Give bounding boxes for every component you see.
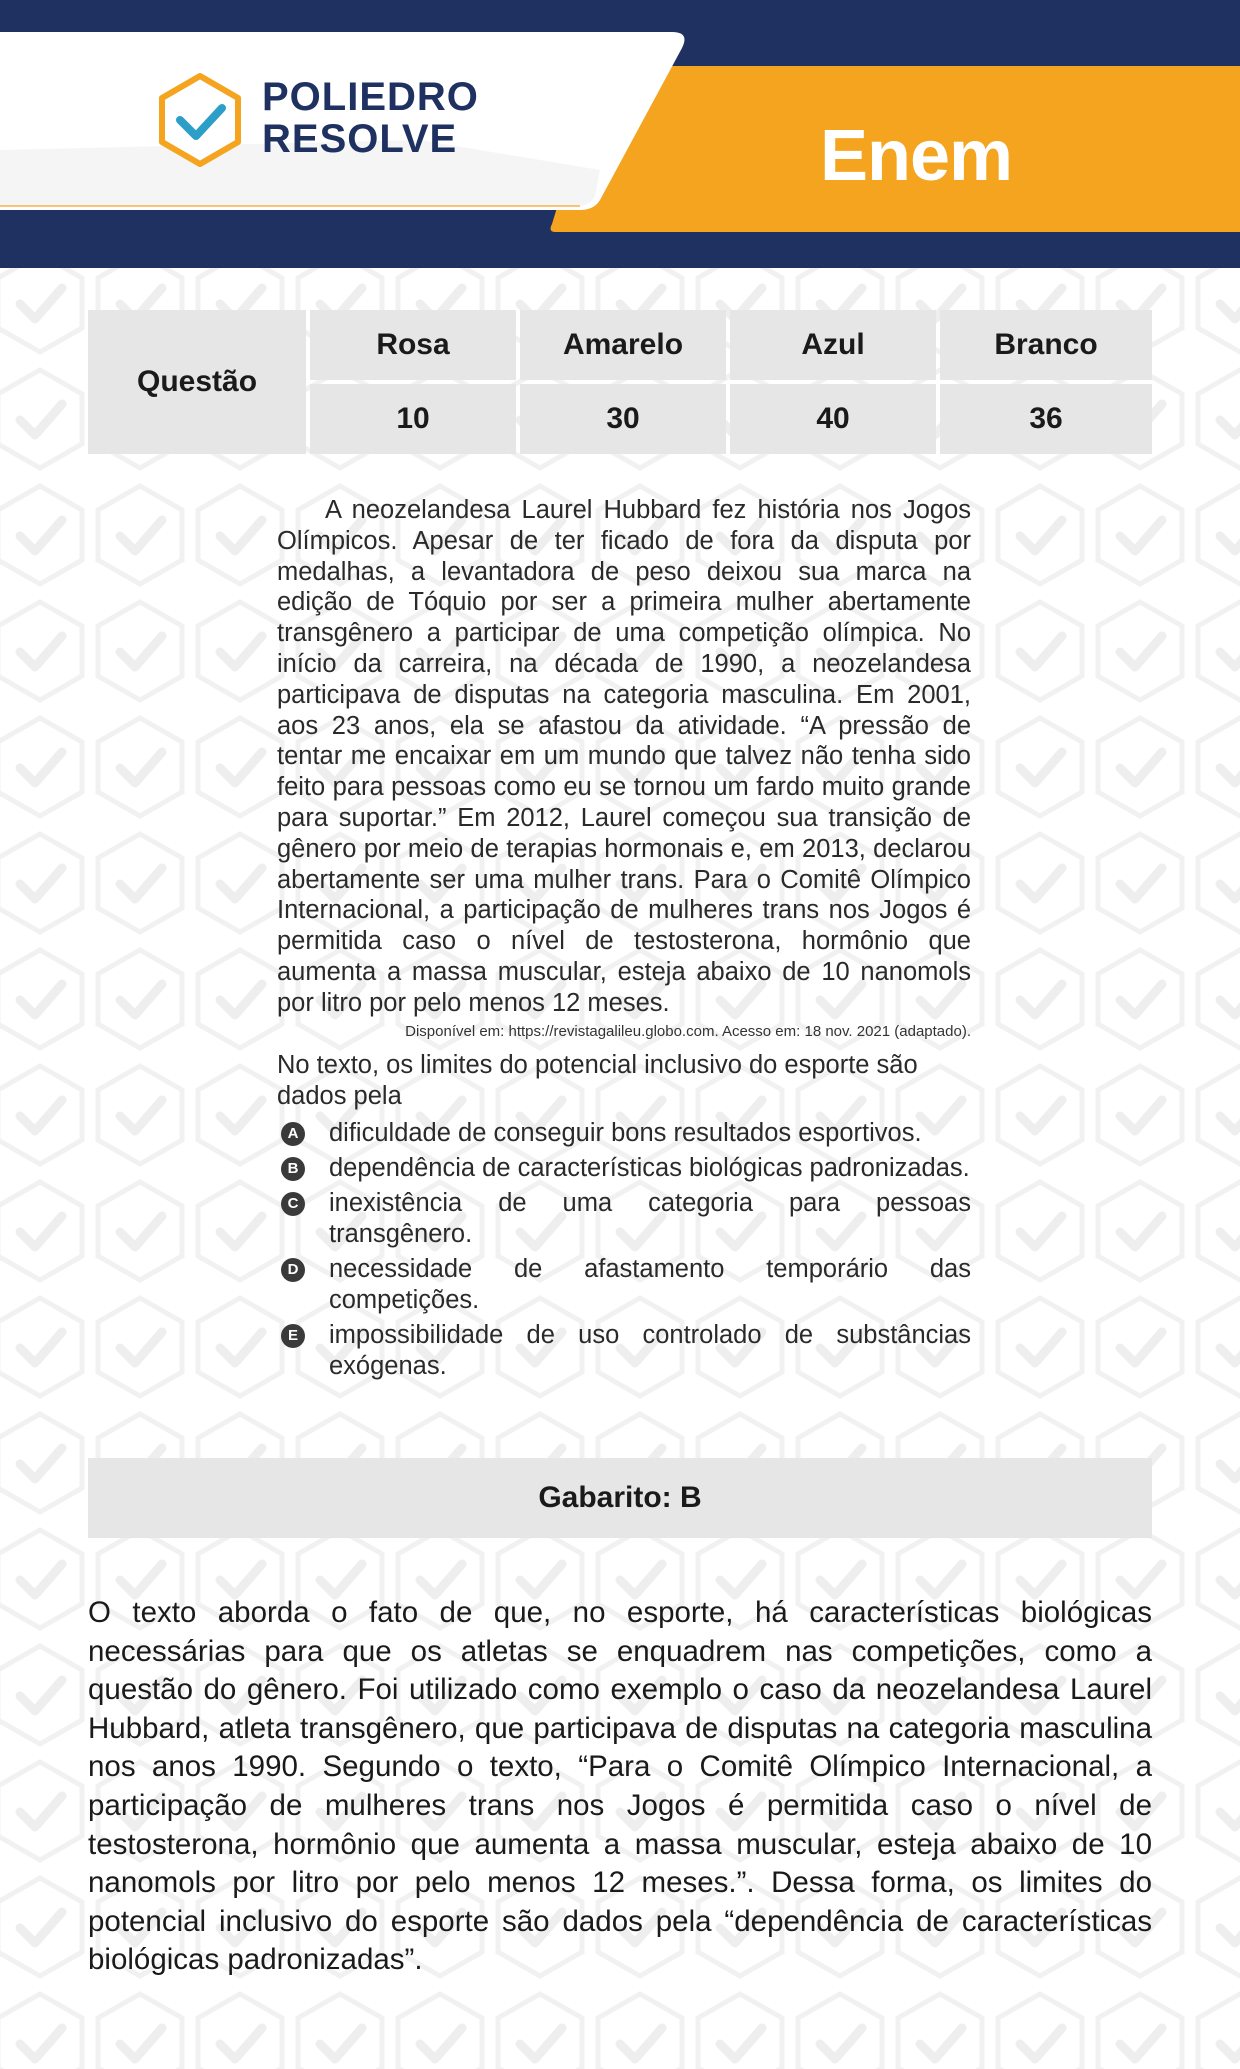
- question-paragraph: A neozelandesa Laurel Hubbard fez história nos Jogos Olímpicos. Apesar de ter ficado de fora da disputa por medalhas, a levantadora de peso deixou sua marca na edição de Tóquio por ser a primeira mulher abertamente transgênero a participar de uma competição olímpica. No início da carreira, na década de 1990, a neozelandesa participava de disputas na categoria masculina. Em 2001, aos 23 anos, ela se afastou da atividade. “A pressão de tentar me encaixar em um mundo que talvez não tenha sido feito para pessoas como eu se tornou um fardo muito grande para suportar.” Em 2012, Laurel começou sua transição de gênero por meio de terapias hormonais e, em 2013, declarou abertamente ser uma mulher trans. Para o Comitê Olímpico Internacional, a participação de mulheres trans nos Jogos é permitida caso o nível de testosterona, hormônio que aumenta a massa muscular, esteja abaixo de 10 nanomols por litro por pelo menos 12 meses.: [277, 496, 971, 1017]
- header-shapes: [0, 0, 1240, 268]
- option-b: [277, 1153, 971, 1184]
- option-text: impossibilidade de uso controlado de substâncias exógenas.: [329, 1320, 971, 1380]
- table-header-rosa: Rosa: [310, 310, 516, 380]
- hexagon-check-icon: [162, 76, 238, 164]
- exam-title: Enem: [820, 116, 1013, 196]
- option-letter: E: [281, 1324, 305, 1348]
- brand-line-2: RESOLVE: [262, 117, 458, 161]
- brand-logo-text: [262, 76, 479, 160]
- table-header-amarelo: Amarelo: [520, 310, 726, 380]
- option-e: [277, 1320, 971, 1382]
- question-stem: No texto, os limites do potencial inclusivo do esporte são dados pela: [277, 1050, 918, 1110]
- option-letter: B: [281, 1157, 305, 1181]
- table-cell-rosa: 10: [310, 384, 516, 454]
- option-d: [277, 1254, 971, 1316]
- table-header-azul: Azul: [730, 310, 936, 380]
- option-text: dificuldade de conseguir bons resultados esportivos.: [329, 1118, 922, 1147]
- option-letter: A: [281, 1122, 305, 1146]
- option-text: inexistência de uma categoria para pessoas transgênero.: [329, 1188, 971, 1248]
- option-a: [277, 1118, 971, 1149]
- question-source: Disponível em: https://revistagalileu.globo.com. Acesso em: 18 nov. 2021 (adaptado).: [405, 1022, 971, 1040]
- option-text: necessidade de afastamento temporário das competições.: [329, 1254, 971, 1314]
- question-block: [277, 495, 971, 1386]
- option-text: dependência de características biológicas padronizadas.: [329, 1153, 970, 1182]
- option-letter: D: [281, 1258, 305, 1282]
- option-c: [277, 1188, 971, 1250]
- table-header-branco: Branco: [940, 310, 1152, 380]
- explanation-text: O texto aborda o fato de que, no esporte, há características biológicas necessárias para que os atletas se enquadrem nas competições, como a questão do gênero. Foi utilizado como exemplo o caso da neozelandesa Laurel Hubbard, atleta transgênero, que participava de disputas na categoria masculina nos anos 1990. Segundo o texto, “Para o Comitê Olímpico Internacional, a participação de mulheres trans nos Jogos é permitida caso o nível de testosterona, hormônio que aumenta a massa muscular, esteja abaixo de 10 nanomols por litro por pelo menos 12 meses.”. Dessa forma, os limites do potencial inclusivo do esporte são dados pela “dependência de características biológicas padronizadas”.: [88, 1596, 1152, 1977]
- question-text: [277, 495, 971, 1019]
- answer-options: [277, 1118, 971, 1382]
- page-header: [0, 0, 1240, 268]
- brand-line-1: POLIEDRO: [262, 75, 479, 119]
- table-cell-branco: 36: [940, 384, 1152, 454]
- table-row-label: Questão: [88, 310, 306, 454]
- table-cell-amarelo: 30: [520, 384, 726, 454]
- option-letter: C: [281, 1192, 305, 1216]
- table-cell-azul: 40: [730, 384, 936, 454]
- question-number-table: [88, 310, 1152, 454]
- answer-key: Gabarito: B: [88, 1458, 1152, 1538]
